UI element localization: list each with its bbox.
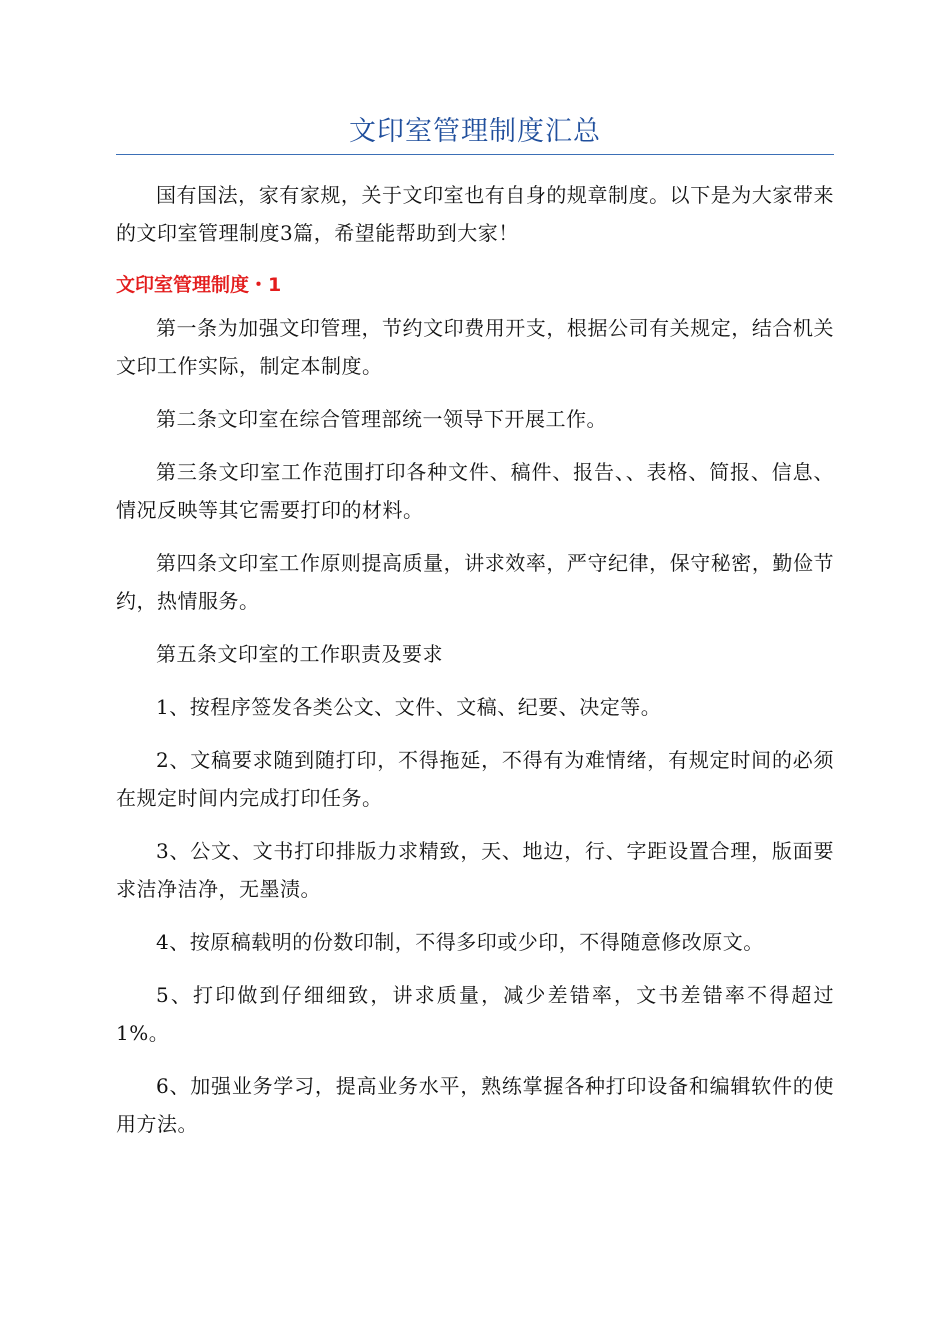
list-item-3: 3、公文、文书打印排版力求精致，天、地边，行、字距设置合理，版面要求洁净洁净，无墨渍。	[116, 839, 834, 901]
list-item-5: 5、打印做到仔细细致，讲求质量，减少差错率，文书差错率不得超过1%。	[116, 983, 834, 1045]
title-underline	[116, 154, 834, 155]
article-3-paragraph: 第三条文印室工作范围打印各种文件、稿件、报告、、表格、简报、信息、情况反映等其它需要打印的材料。	[116, 460, 834, 522]
list-item-6: 6、加强业务学习，提高业务水平，熟练掌握各种打印设备和编辑软件的使用方法。	[116, 1074, 834, 1136]
list-item-4: 4、按原稿载明的份数印制，不得多印或少印，不得随意修改原文。	[156, 930, 764, 954]
intro-paragraph: 国有国法，家有家规，关于文印室也有自身的规章制度。以下是为大家带来的文印室管理制度3篇，希望能帮助到大家！	[116, 183, 834, 245]
article-4-paragraph: 第四条文印室工作原则提高质量，讲求效率，严守纪律，保守秘密，勤俭节约，热情服务。	[116, 551, 834, 613]
list-item-2: 2、文稿要求随到随打印，不得拖延，不得有为难情绪，有规定时间的必须在规定时间内完成打印任务。	[116, 748, 834, 810]
article-5-paragraph: 第五条文印室的工作职责及要求	[156, 642, 443, 666]
document-body	[116, 176, 834, 1158]
article-1-paragraph: 第一条为加强文印管理，节约文印费用开支，根据公司有关规定，结合机关文印工作实际，制定本制度。	[116, 316, 834, 378]
document-title: 文印室管理制度汇总	[349, 116, 601, 147]
list-item-1: 1、按程序签发各类公文、文件、文稿、纪要、决定等。	[156, 695, 662, 719]
section-heading: 文印室管理制度・1	[116, 274, 282, 296]
article-2-paragraph: 第二条文印室在综合管理部统一领导下开展工作。	[156, 407, 607, 431]
